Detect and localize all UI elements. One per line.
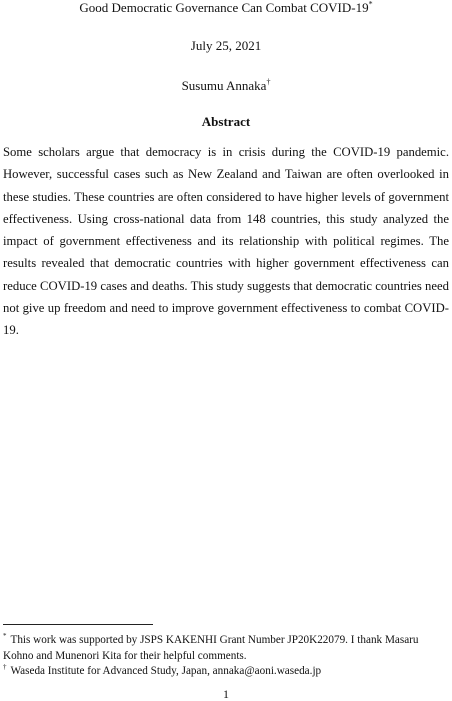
footnotes — [3, 633, 449, 680]
footnote-funding-mark: * — [3, 632, 7, 641]
abstract-body: Some scholars argue that democracy is in crisis during the COVID-19 pandemic. However, successful cases such as New Zealand and Taiwan are often overlooked in these studies. These countries are often considered to have higher levels of government effectiveness. Using cross-national data from 148 countries, this study analyzed the impact of government effectiveness and its relationship with political regimes. The results revealed that democratic countries with higher government effectiveness can reduce COVID-19 cases and deaths. This study suggests that democratic countries need not give up freedom and need to improve government effectiveness to combat COVID-19. — [3, 145, 449, 338]
footnote-divider — [3, 624, 153, 625]
author-name: Susumu Annaka — [181, 78, 267, 93]
abstract-heading: Abstract — [201, 114, 251, 129]
footnote-affiliation — [3, 664, 449, 680]
page-number: 1 — [223, 687, 229, 701]
footnote-funding — [3, 633, 449, 664]
footnote-affiliation-mark: † — [3, 663, 7, 672]
footnote-funding-text: This work was supported by JSPS KAKENHI Grant Number JP20K22079. I thank Masaru Kohno and Munenori Kita for their helpful comments. — [3, 634, 419, 662]
footnote-affiliation-text: Waseda Institute for Advanced Study, Japan, annaka@aoni.waseda.jp — [10, 665, 322, 677]
author-footnote-mark: † — [266, 77, 271, 87]
author-line — [0, 78, 452, 94]
title-footnote-mark: * — [368, 0, 373, 9]
paper-title-text: Good Democratic Governance Can Combat COVID-19 — [79, 0, 369, 15]
paper-title — [0, 0, 452, 16]
paper-date: July 25, 2021 — [190, 38, 262, 53]
